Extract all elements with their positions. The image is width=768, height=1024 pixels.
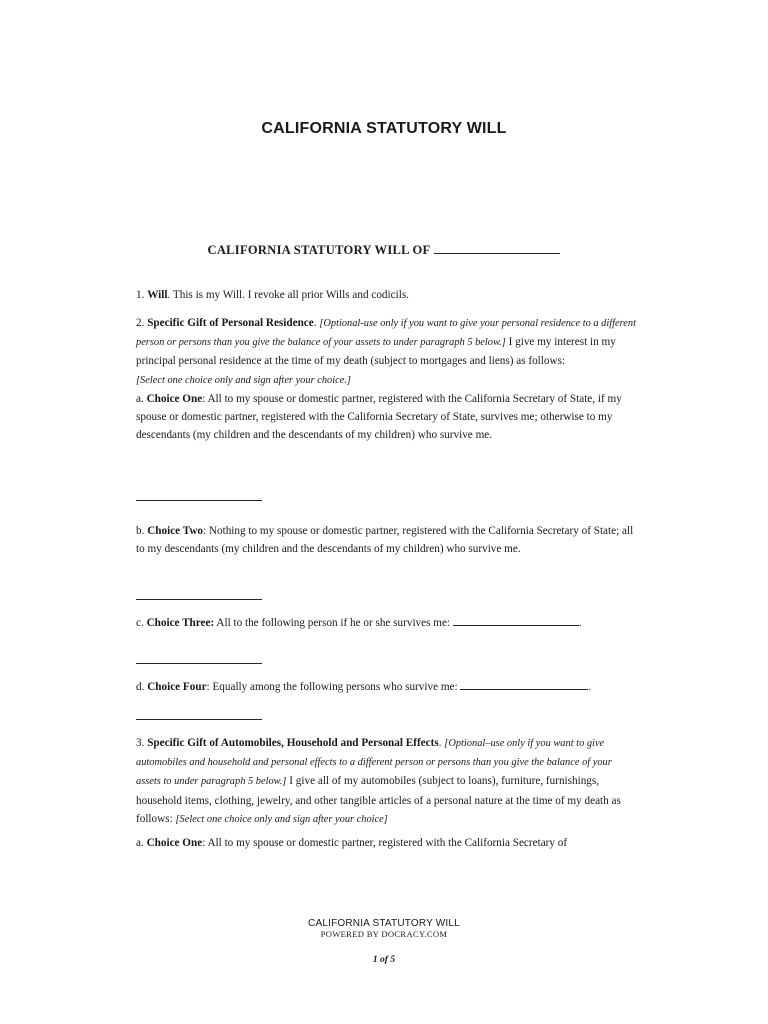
signature-line-2c[interactable]: [136, 663, 636, 664]
section-heading: Specific Gift of Automobiles, Household and Personal Effects: [147, 737, 439, 749]
footer-powered-by: POWERED BY DOCRACY.COM: [320, 929, 448, 939]
choice-3a: a. Choice One: All to my spouse or domestic partner, registered with the California Secretary of: [136, 837, 568, 849]
choice-text: All to the following person if he or she survives me:: [214, 617, 451, 629]
choice-text: : Equally among the following persons who survive me:: [206, 681, 458, 693]
beneficiary-blank[interactable]: [453, 615, 579, 626]
section-3: 3. Specific Gift of Automobiles, Household and Personal Effects. [Optional–use only if you want to give automobiles and household and personal effects to a different person or persons than you give the balance of your assets to under paragraph 5 below.] I give all of my automobiles (subject to loans), furniture, furnishings, household items, clothing, jewelry, and other tangible articles of a personal nature at the time of my death as follows: [Select one choice only and sign after your choice]: [136, 737, 621, 825]
optional-note: [Optional-use only if you want to give your personal residence to a different person or persons than you give the balance of your assets to under paragraph 5 below.]: [136, 318, 636, 349]
optional-note: [Optional–use only if you want to give automobiles and household and personal effects to a different person or persons than you give the balance of your assets to under paragraph 5 below.]: [136, 738, 612, 788]
page-footer: [0, 918, 768, 965]
section-heading: Will: [147, 289, 168, 301]
choice-heading: Choice Four: [147, 681, 207, 693]
choice-heading: Choice One: [146, 837, 203, 849]
section-1: [136, 286, 636, 304]
signature-line-2d[interactable]: [136, 719, 636, 720]
footer-title: CALIFORNIA STATUTORY WILL: [308, 918, 460, 929]
section-number: 1.: [136, 289, 145, 301]
choice-heading: Choice One: [146, 392, 203, 405]
subtitle-text: CALIFORNIA STATUTORY WILL OF: [207, 243, 431, 257]
section-2: 2. Specific Gift of Personal Residence. [Optional-use only if you want to give your personal residence to a different person or persons than you give the balance of your assets to under paragraph 5 below.] I give my interest in my principal personal residence at the time of my death (subject to mortgages and liens) as follows: [Select one choice only and sign after your choice.] a. Choice One: All to my spouse or domestic partner, registered with the California Secretary of State, if my spouse or domestic partner, registered with the California Secretary of State, survives me; otherwise to my descendants (my children and the descendants of my children) who survive me.: [136, 317, 636, 442]
choice-heading: Choice Three:: [146, 617, 215, 629]
section-text: I give all of my automobiles (subject to loans), furniture, furnishings, household items, clothing, jewelry, and other tangible articles of a personal nature at the time of my death as follows:: [136, 775, 621, 825]
section-number: 3.: [136, 737, 145, 749]
section-text: I give my interest in my principal personal residence at the time of my death (subject to mortgages and liens) as follows:: [136, 336, 616, 368]
section-heading: Specific Gift of Personal Residence: [147, 317, 314, 329]
choice-text: : All to my spouse or domestic partner, registered with the California Secretary of State, if my spouse or domestic partner, registered with the California Secretary of State, survives me; otherwise to my descendants (my children and the descendants of my children) who survive me.: [136, 392, 622, 442]
choice-2d: d. Choice Four: Equally among the following persons who survive me: .: [136, 681, 592, 693]
beneficiaries-blank[interactable]: [460, 679, 588, 690]
select-instruction: [Select one choice only and sign after your choice.]: [136, 374, 351, 386]
signature-line-2b[interactable]: [136, 599, 636, 600]
section-text: . This is my Will. I revoke all prior Wills and codicils.: [167, 289, 409, 301]
choice-text: : All to my spouse or domestic partner, registered with the California Secretary of: [202, 837, 568, 849]
document-subtitle: [0, 241, 768, 258]
document-title: CALIFORNIA STATUTORY WILL: [261, 120, 507, 137]
section-number: 2.: [136, 317, 145, 329]
choice-text: : Nothing to my spouse or domestic partner, registered with the California Secretary of State; all to my descendants (my children and the descendants of my children) who survive me.: [136, 525, 634, 556]
choice-2b: b. Choice Two: Nothing to my spouse or domestic partner, registered with the California Secretary of State; all to my descendants (my children and the descendants of my children) who survive me.: [136, 525, 634, 556]
select-instruction: [Select one choice only and sign after your choice]: [175, 813, 388, 825]
signature-line-2a[interactable]: [136, 500, 636, 501]
testator-name-blank[interactable]: [434, 241, 560, 254]
page-number: 1 of 5: [372, 955, 396, 965]
choice-2c: c. Choice Three: All to the following person if he or she survives me: .: [136, 617, 582, 629]
choice-heading: Choice Two: [147, 525, 204, 537]
